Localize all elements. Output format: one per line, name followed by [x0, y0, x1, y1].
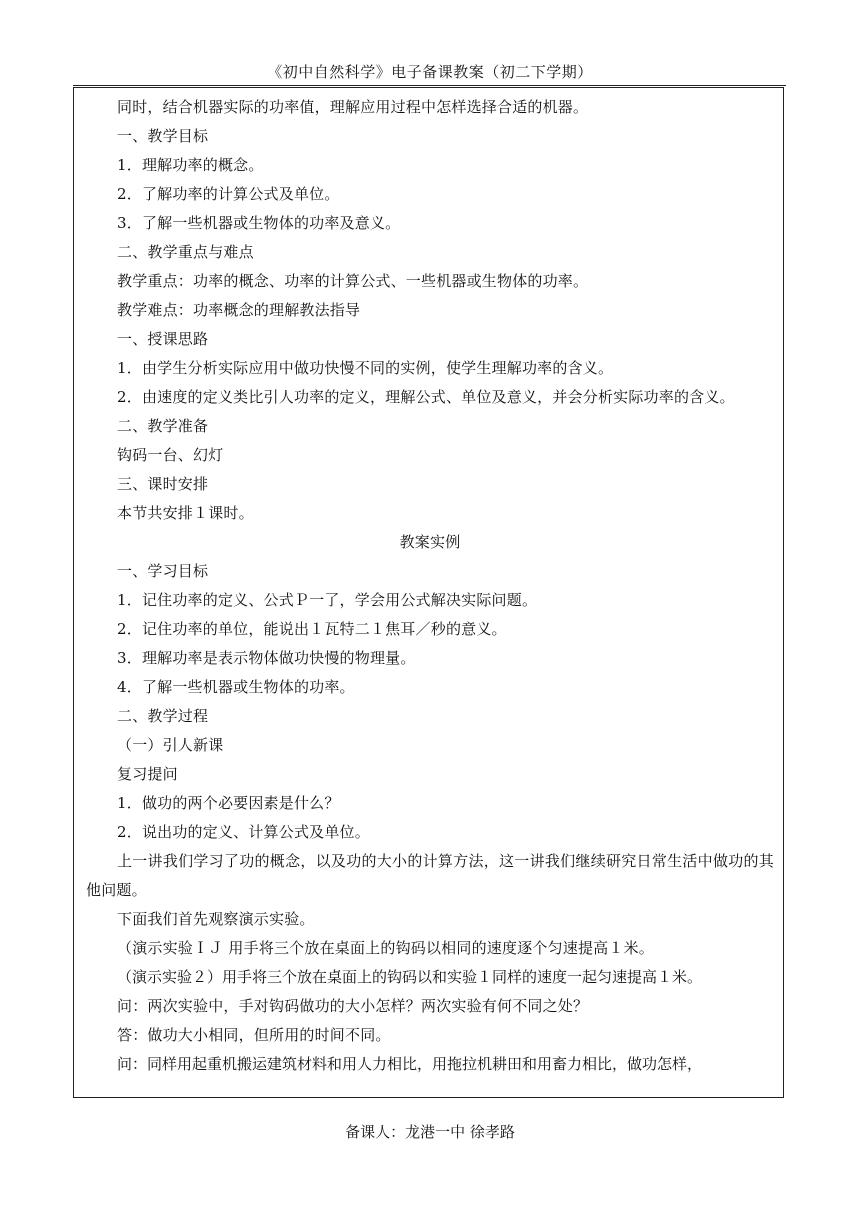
text-line: 同时，结合机器实际的功率值，理解应用过程中怎样选择合适的机器。	[117, 98, 589, 116]
text-line: 答：做功大小相同，但所用的时间不同。	[117, 1026, 391, 1044]
text-line: 2．说出功的定义、计算公式及单位。	[117, 823, 370, 841]
text-line: 2．记住功率的单位，能说出１瓦特二１焦耳／秒的意义。	[117, 620, 507, 638]
text-line: 4．了解一些机器或生物体的功率。	[117, 678, 355, 696]
subsection-heading: （一）引人新课	[117, 736, 224, 754]
section-heading: 三、课时安排	[117, 475, 209, 493]
text-line: 1．做功的两个必要因素是什么？	[117, 794, 340, 812]
page-header: 《初中自然科学》电子备课教案（初二下学期）	[267, 63, 593, 81]
text-line: 复习提问	[117, 765, 178, 783]
text-line: 下面我们首先观察演示实验。	[117, 910, 315, 928]
section-heading: 二、教学过程	[117, 707, 209, 725]
header-rule	[73, 85, 786, 86]
text-line: 1．记住功率的定义、公式Ｐ一了，学会用公式解决实际问题。	[117, 591, 538, 609]
lesson-plan-box	[73, 87, 784, 1098]
text-paragraph: 上一讲我们学习了功的概念，以及功的大小的计算方法，这一讲我们继续研究日常生活中做功的其他问题。	[86, 852, 774, 899]
text-line: 钩码一台、幻灯	[117, 446, 224, 464]
section-heading: 一、教学目标	[117, 127, 209, 145]
text-line: 问：两次实验中，手对钩码做功的大小怎样？两次实验有何不同之处？	[117, 997, 589, 1015]
section-heading: 二、教学重点与难点	[117, 243, 254, 261]
text-line: 本节共安排１课时。	[117, 504, 254, 522]
text-line: 2．了解功率的计算公式及单位。	[117, 185, 340, 203]
page-footer: 备课人：龙港一中 徐孝路	[345, 1123, 515, 1141]
section-heading: 一、授课思路	[117, 330, 209, 348]
text-line: 1．理解功率的概念。	[117, 156, 264, 174]
section-heading: 二、教学准备	[117, 417, 209, 435]
text-line: （演示实验ＩＪ 用手将三个放在桌面上的钩码以相同的速度逐个匀速提高１米。	[117, 939, 654, 957]
text-line: 3．了解一些机器或生物体的功率及意义。	[117, 214, 401, 232]
example-title: 教案实例	[399, 533, 461, 551]
text-line: （演示实验２）用手将三个放在桌面上的钩码以和实验１同样的速度一起匀速提高１米。	[117, 968, 703, 986]
text-paragraph: 2．由速度的定义类比引人功率的定义，理解公式、单位及意义，并会分析实际功率的含义。	[117, 388, 735, 406]
text-line: 1．由学生分析实际应用中做功快慢不同的实例，使学生理解功率的含义。	[117, 359, 614, 377]
lesson-text	[74, 93, 783, 1079]
text-line: 教学难点：功率概念的理解教法指导	[117, 301, 361, 319]
text-line: 问：同样用起重机搬运建筑材料和用人力相比，用拖拉机耕田和用畜力相比，做功怎样，	[117, 1055, 703, 1073]
text-line: 教学重点：功率的概念、功率的计算公式、一些机器或生物体的功率。	[117, 272, 589, 290]
section-heading: 一、学习目标	[117, 562, 209, 580]
text-line: 3．理解功率是表示物体做功快慢的物理量。	[117, 649, 416, 667]
